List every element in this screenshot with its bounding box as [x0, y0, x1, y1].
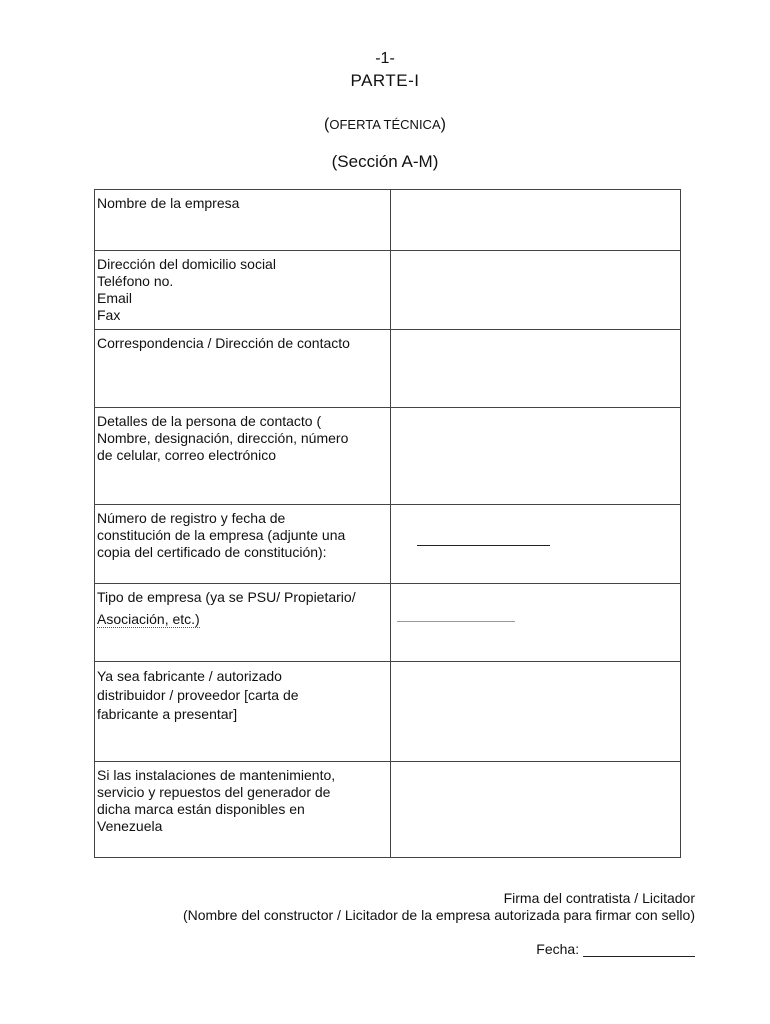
offer-text: OFERTA TÉCNICA — [329, 117, 441, 132]
label-line: distribuidor / proveedor [carta de — [97, 687, 299, 703]
label-line: dicha marca están disponibles en — [97, 801, 305, 817]
address-label — [95, 251, 391, 330]
table-row — [95, 762, 681, 858]
label-line — [97, 608, 388, 630]
label-line: Si las instalaciones de mantenimiento, — [97, 767, 336, 783]
registration-label — [95, 505, 391, 584]
label-line: Dirección del domicilio social — [97, 256, 276, 272]
table-row — [95, 190, 681, 251]
part-title: PARTE-I — [350, 71, 420, 90]
contact-person-field[interactable] — [391, 408, 681, 505]
company-name-label — [95, 190, 391, 251]
offer-subtitle — [0, 116, 770, 134]
label-line: Tipo de empresa (ya se PSU/ Propietario/ — [97, 589, 356, 605]
table-row — [95, 408, 681, 505]
label-line: Detalles de la persona de contacto ( — [97, 413, 322, 429]
label-line: Correspondencia / Dirección de contacto — [97, 335, 350, 351]
company-info-table — [94, 189, 681, 858]
address-field[interactable] — [391, 251, 681, 330]
label-line: Fax — [97, 307, 121, 323]
maintenance-label — [95, 762, 391, 858]
label-line: copia del certificado de constitución): — [97, 544, 327, 560]
label-line: Teléfono no. — [97, 273, 174, 289]
registration-field[interactable] — [391, 505, 681, 584]
correspondence-label — [95, 330, 391, 408]
company-type-blank-line — [397, 621, 515, 622]
date-field — [536, 941, 695, 957]
offer-close-paren: ) — [440, 116, 446, 133]
table-row — [95, 505, 681, 584]
contact-person-label — [95, 408, 391, 505]
label-line: Ya sea fabricante / autorizado — [97, 668, 282, 684]
label-line: Nombre de la empresa — [97, 195, 240, 211]
table-row — [95, 584, 681, 662]
registration-blank-line — [417, 545, 550, 546]
company-type-label — [95, 584, 391, 662]
label-line: Email — [97, 290, 133, 306]
label-line: fabricante a presentar] — [97, 706, 238, 722]
date-blank-line[interactable] — [583, 956, 695, 957]
label-line: constitución de la empresa (adjunte una — [97, 527, 346, 543]
label-line: servicio y repuestos del generador de — [97, 784, 331, 800]
table-row — [95, 251, 681, 330]
label-line: de celular, correo electrónico — [97, 447, 276, 463]
company-type-field[interactable] — [391, 584, 681, 662]
label-line: Nombre, designación, dirección, número — [97, 430, 349, 446]
company-name-field[interactable] — [391, 190, 681, 251]
maintenance-field[interactable] — [391, 762, 681, 858]
section-subtitle: (Sección A-M) — [331, 152, 439, 171]
table-row — [95, 662, 681, 762]
signature-label: Firma del contratista / Licitador — [503, 890, 695, 906]
label-line-text: Asociación, etc.) — [97, 611, 200, 627]
table-row — [95, 330, 681, 408]
correspondence-field[interactable] — [391, 330, 681, 408]
date-label: Fecha: — [536, 941, 580, 957]
label-line: Número de registro y fecha de — [97, 510, 286, 526]
signature-name-line: (Nombre del constructor / Licitador de la empresa autorizada para firmar con sello) — [182, 907, 695, 923]
manufacturer-field[interactable] — [391, 662, 681, 762]
offer-open-paren: ( — [324, 116, 330, 133]
page-number: -1- — [375, 50, 395, 67]
label-line: Venezuela — [97, 818, 163, 834]
manufacturer-label — [95, 662, 391, 762]
